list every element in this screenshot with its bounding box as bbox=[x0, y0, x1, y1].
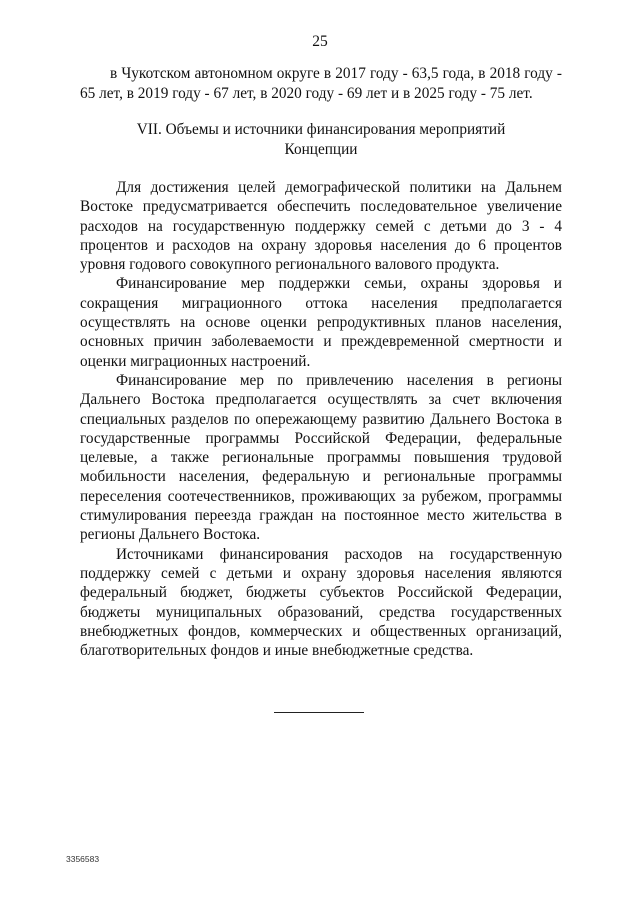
paragraph-family-support-financing: Финансирование мер поддержки семьи, охраны здоровья и сокращения миграционного оттока населения предполагается осуществлять на основе оценки репродуктивных планов населения, основных причин заболеваемости и преждевременной смертности и оценки миграционных настроений. bbox=[80, 275, 562, 370]
section-heading bbox=[80, 120, 562, 160]
paragraph-funding-sources: Источниками финансирования расходов на государственную поддержку семей с детьми и охрану здоровья населения являются федеральный бюджет, бюджеты субъектов Российской Федерации, бюджеты муниципальных образований, средства государственных внебюджетных фондов, коммерческих и общественных организаций, благотворительных фондов и иные внебюджетные средства. bbox=[80, 545, 562, 660]
paragraph-demographic-goals: Для достижения целей демографической политики на Дальнем Востоке предусматривается обеспечить последовательное увеличение расходов на государственную поддержку семей с детьми до 3 - 4 процентов и расходов на охрану здоровья населения до 6 процентов уровня годового совокупного регионального валового продукта. bbox=[80, 179, 562, 274]
end-separator-line bbox=[274, 712, 364, 713]
continuation-line-1: в Чукотском автономном округе в 2017 году - 63,5 года, в 2018 году - bbox=[110, 65, 562, 82]
section-body bbox=[80, 178, 562, 660]
document-id: 3356583 bbox=[66, 854, 100, 864]
page-number: 25 bbox=[312, 33, 328, 50]
paragraph-population-attraction-financing: Финансирование мер по привлечению населения в регионы Дальнего Востока предполагается осуществлять за счет включения специальных разделов по опережающему развитию Дальнего Востока в государственные программы Российской Федерации, федеральные целевые, а также региональные программы повышения трудовой мобильности населения, федеральную и региональные программы переселения соотечественников, проживающих за рубежом, программы стимулирования переезда граждан на постоянное место жительства в регионы Дальнего Востока. bbox=[80, 371, 562, 544]
section-heading-line-2: Концепции bbox=[284, 141, 358, 158]
continuation-line-2: 65 лет, в 2019 году - 67 лет, в 2020 году - 69 лет и в 2025 году - 75 лет. bbox=[80, 85, 533, 102]
continuation-text bbox=[80, 64, 562, 104]
section-heading-line-1: VII. Объемы и источники финансирования мероприятий bbox=[136, 121, 506, 138]
